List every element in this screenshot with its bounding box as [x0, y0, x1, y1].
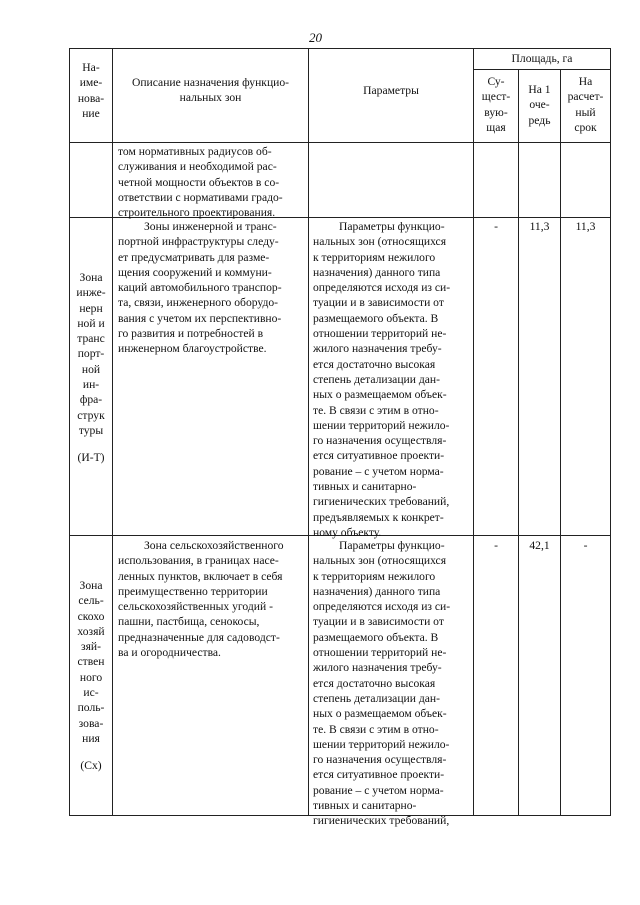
page-number: 20 — [309, 30, 322, 45]
row-agriculture-parameters: Параметры функцио- нальных зон (относящихся к территориям нежилого назначения) данного типа определяются исходя из си- туации и в зависимости от размещаемого объекта. В отношении территорий не- жилого назначения требу- ется достаточно высокая степень детализации дан- ных о размещаемом объек- те. В связи с этим в отно- шении территорий нежило- го назначения осуществля- ется ситуативное проекти- рование – с учетом норма- тивных и санитарно- гигиенических требований, — [313, 539, 451, 828]
row-agriculture-stage1: 42,1 — [529, 539, 550, 552]
row-infrastructure-existing: - — [494, 220, 498, 233]
row-infrastructure-estimated: 11,3 — [575, 220, 596, 233]
row-continuation-description: том нормативных радиусов об- служивания и необходимой рас- четной мощности объектов в со- ответствии с нормативами градо- строительного проектирования. — [118, 145, 283, 220]
row-infrastructure-stage1: 11,3 — [529, 220, 550, 233]
header-description: Описание назначения функцио- нальных зон — [131, 76, 290, 105]
header-parameters: Параметры — [363, 84, 419, 97]
header-area: Площадь, га — [511, 52, 573, 65]
row-infrastructure-description: Зоны инженерной и транс- портной инфраструктуры следу- ет предусматривать для разме- щения сооружений и коммуни- каций автомобильного транспор- та, связи, инженерного оборудо- вания с учетом их перспективно- го развития и потребностей в инженерном благоустройстве. — [118, 220, 282, 356]
row-infrastructure-parameters: Параметры функцио- нальных зон (относящихся к территориям нежилого назначения) данного типа определяются исходя из си- туации и в зависимости от размещаемого объекта. В отношении территорий не- жилого назначения требу- ется достаточно высокая степень детализации дан- ных о размещаемом объек- те. В связи с этим в отно- шении территорий нежило- го назначения осуществля- ется ситуативное проекти- рование – с учетом норма- тивных и санитарно- гигиенических требований, предъявляемых к конкрет- ному объекту. — [313, 220, 451, 539]
header-estimated: На расчет- ный срок — [567, 75, 604, 134]
header-existing: Су- щест- вую- щая — [481, 75, 511, 134]
row-agriculture-name: Зона сель- скохо хозяй зяй- ствен ного ис- поль- зова- ния (Сх) — [77, 579, 105, 773]
row-agriculture-description: Зона сельскохозяйственного использования, в границах насе- ленных пунктов, включает в себя преимущественно территории сельскохозяйственных угодий - пашни, пастбища, сенокосы, предназначенные для садоводст- ва и огородничества. — [118, 539, 284, 660]
row-infrastructure-name: Зона инже- нерн ной и транс порт- ной ин- фра- струк туры (И-Т) — [76, 271, 106, 465]
row-agriculture-estimated: - — [583, 539, 588, 552]
header-name: На- име- нова- ние — [77, 61, 105, 120]
header-stage1: На 1 оче- редь — [528, 83, 551, 127]
row-agriculture-existing: - — [494, 539, 498, 552]
